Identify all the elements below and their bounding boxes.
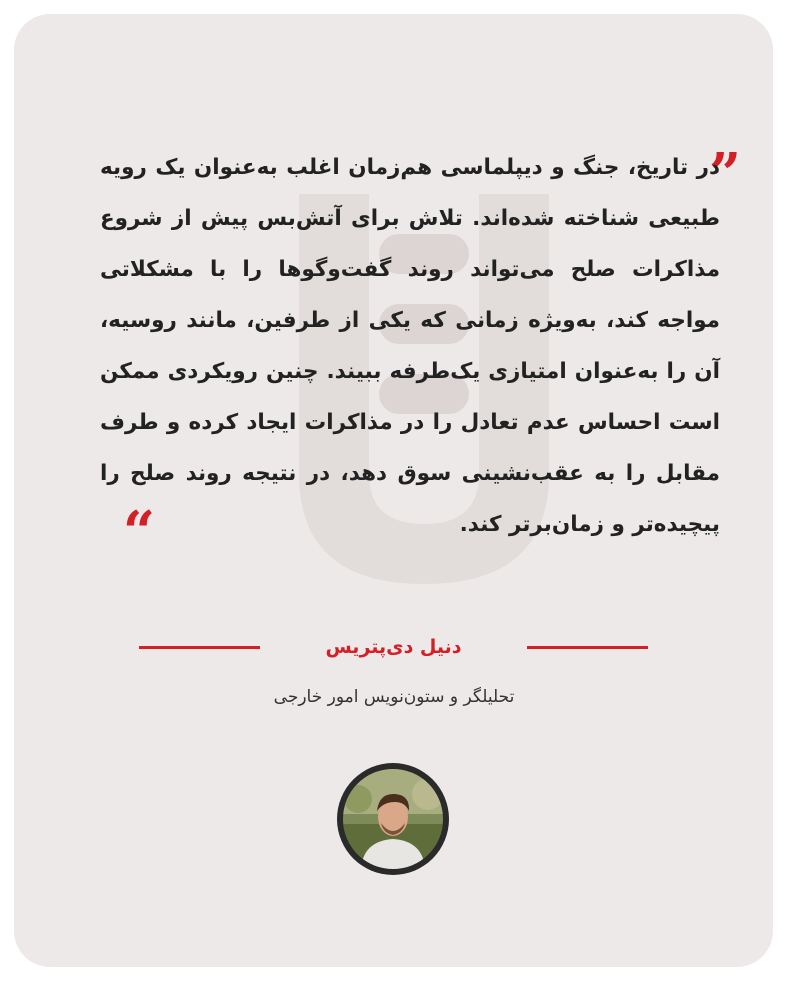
- author-name: دنیل دی‌پتریس: [325, 636, 462, 658]
- divider-right: [527, 646, 648, 649]
- quote-text: در تاریخ، جنگ و دیپلماسی هم‌زمان اغلب به‌عنوان یک رویه طبیعی شناخته شده‌اند. تلاش برای آتش‌بس پیش از شروع مذاکرات صلح می‌تواند روند گفت‌وگوها را با مشکلاتی مواجه کند، به‌ویژه زمانی که یکی از طرفین، مانند روسیه، آن را به‌عنوان امتیازی یک‌طرفه ببیند. چنین رویکردی ممکن است احساس عدم تعادل را در مذاکرات ایجاد کرده و طرف مقابل را به عقب‌نشینی سوق دهد، در نتیجه روند صلح را پیچیده‌تر و زمان‌برتر کند.: [100, 155, 720, 537]
- divider-left: [139, 646, 260, 649]
- quote-close-mark: “: [122, 499, 156, 565]
- quote-open-mark: ”: [708, 141, 742, 207]
- avatar: [337, 763, 449, 875]
- author-photo: [343, 769, 443, 869]
- author-title: تحلیلگر و ستون‌نویس امور خارجی: [273, 687, 515, 707]
